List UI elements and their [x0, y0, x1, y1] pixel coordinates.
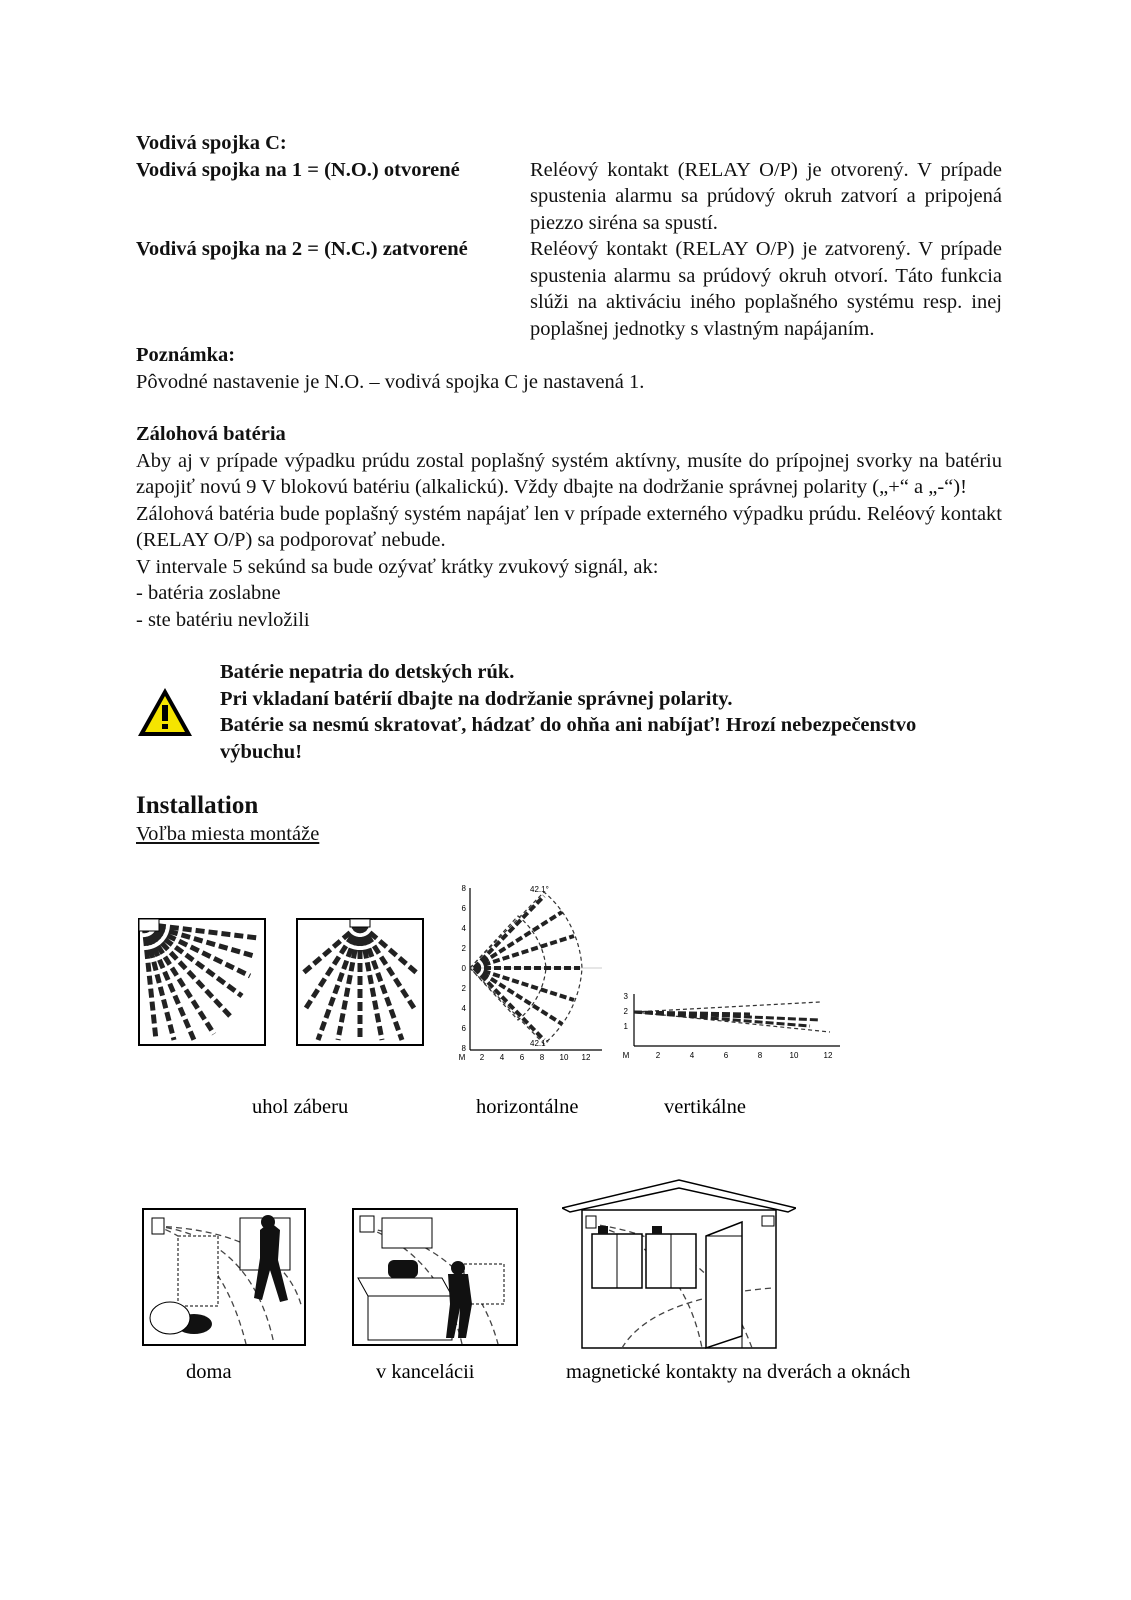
- jumper-heading: Vodivá spojka C:: [136, 132, 287, 154]
- note-heading: Poznámka:: [136, 344, 236, 366]
- tick-label: M: [622, 1051, 630, 1060]
- battery-paragraph: V intervale 5 sekúnd sa bude ozývať krátky zvukový signál, ak:: [136, 555, 659, 578]
- tick-label: 4: [461, 924, 466, 933]
- detection-angle-figure-2: [296, 918, 424, 1046]
- warning-line: Batérie nepatria do detských rúk.: [220, 661, 515, 683]
- figure-caption: horizontálne: [476, 1096, 579, 1118]
- battery-heading: Zálohová batéria: [136, 423, 286, 445]
- jumper-row-text: Reléový kontakt (RELAY O/P) je otvorený. V prípade spustenia alarmu sa prúdový okruh zatvorí a pripojená piezzo siréna sa spustí.: [530, 158, 1002, 234]
- tick-label: 6: [723, 1051, 729, 1060]
- jumper-row-no: [136, 157, 1002, 237]
- tick-label: 0: [461, 964, 466, 973]
- angle-label: 42.1°: [530, 885, 549, 894]
- figure-caption: vertikálne: [664, 1096, 746, 1118]
- warning-triangle-icon: [136, 659, 220, 765]
- tick-label: 3: [623, 992, 628, 1001]
- tick-label: 12: [581, 1053, 591, 1062]
- figure-caption: v kancelácii: [376, 1361, 475, 1383]
- tick-label: 2: [655, 1051, 661, 1060]
- tick-label: 12: [823, 1051, 833, 1060]
- angle-label: 42.1°: [530, 1039, 549, 1048]
- vertical-coverage-figure: [620, 990, 846, 1064]
- office-scene-illustration: [352, 1208, 518, 1346]
- installation-heading: Installation: [136, 792, 259, 819]
- battery-warning: [136, 659, 1002, 765]
- jumper-row-label: Vodivá spojka na 1 = (N.O.) otvorené: [136, 158, 460, 181]
- jumper-row-text: Reléový kontakt (RELAY O/P) je zatvorený. V prípade spustenia alarmu sa prúdový okruh otvorí. Táto funkcia slúži na aktiváciu iného poplašného systému resp. inej poplašnej jednotky s vlastným napájaním.: [530, 238, 1002, 340]
- tick-label: 8: [539, 1053, 545, 1062]
- tick-label: 10: [559, 1053, 569, 1062]
- battery-paragraph: Aby aj v prípade výpadku prúdu zostal poplašný systém aktívny, musíte do prípojnej svorky na batériu zapojiť novú 9 V blokovú batériu (alkalickú). Vždy dbajte na dodržanie správnej polarity („+“ a „-“)!: [136, 449, 1002, 498]
- tick-label: M: [458, 1053, 466, 1062]
- document-page: [136, 130, 1002, 848]
- warning-line: Batérie sa nesmú skratovať, hádzať do ohňa ani nabíjať! Hrozí nebezpečenstvo výbuchu!: [220, 714, 917, 763]
- home-scene-illustration: [142, 1208, 306, 1346]
- tick-label: 8: [757, 1051, 763, 1060]
- battery-paragraph: Zálohová batéria bude poplašný systém napájať len v prípade externého výpadku prúdu. Reléový kontakt (RELAY O/P) sa podporovať nebude.: [136, 502, 1002, 551]
- figure-caption: magnetické kontakty na dverách a oknách: [566, 1361, 911, 1383]
- jumper-row-nc: [136, 236, 1002, 342]
- installation-subheading: Voľba miesta montáže: [136, 823, 320, 845]
- tick-label: 10: [789, 1051, 799, 1060]
- list-item: - ste batériu nevložili: [136, 608, 310, 631]
- figure-caption: doma: [186, 1361, 232, 1383]
- tick-label: 1: [623, 1022, 628, 1031]
- tick-label: 6: [461, 904, 466, 913]
- detection-angle-figure-1: [138, 918, 266, 1046]
- tick-label: 4: [499, 1053, 505, 1062]
- horizontal-coverage-figure: [452, 882, 608, 1062]
- tick-label: 6: [461, 1024, 466, 1033]
- tick-label: 6: [519, 1053, 525, 1062]
- tick-label: 2: [461, 984, 466, 993]
- tick-label: 2: [461, 944, 466, 953]
- tick-label: 8: [461, 884, 466, 893]
- jumper-row-label: Vodivá spojka na 2 = (N.C.) zatvorené: [136, 238, 468, 260]
- tick-label: 2: [479, 1053, 485, 1062]
- tick-label: 2: [623, 1007, 628, 1016]
- warning-line: Pri vkladaní batérií dbajte na dodržanie správnej polarity.: [220, 687, 733, 710]
- tick-label: 8: [461, 1044, 466, 1053]
- list-item: - batéria zoslabne: [136, 582, 281, 604]
- tick-label: 4: [461, 1004, 466, 1013]
- tick-label: 4: [689, 1051, 695, 1060]
- figure-caption: uhol záberu: [252, 1096, 349, 1118]
- house-scene-illustration: [562, 1178, 796, 1350]
- note-text: Pôvodné nastavenie je N.O. – vodivá spojka C je nastavená 1.: [136, 370, 645, 393]
